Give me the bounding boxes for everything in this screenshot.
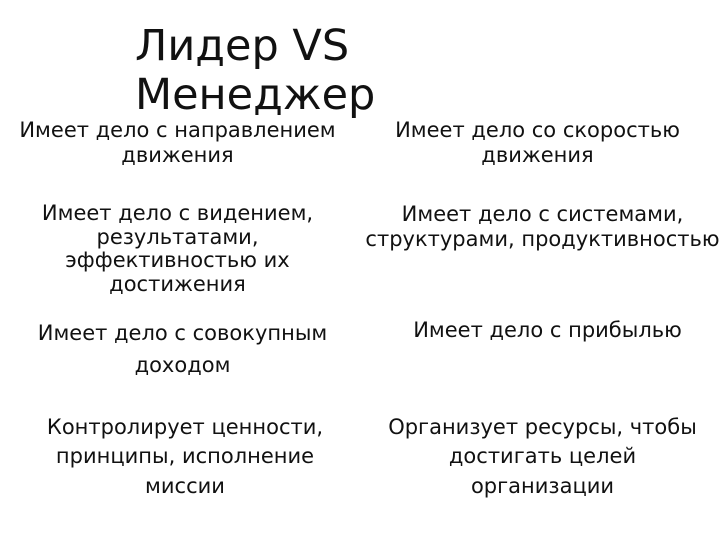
- manager-trait-1: Имеет дело со скоростью движения: [395, 118, 680, 168]
- leader-trait-4: Контролирует ценности, принципы, исполнение миссии: [46, 415, 324, 498]
- manager-trait-4: Организует ресурсы, чтобы достигать целей организации: [388, 415, 697, 498]
- leader-trait-3: Имеет дело с совокупным доходом: [37, 321, 328, 377]
- slide-title: Лидер VS Менеджер: [135, 21, 376, 121]
- manager-trait-2: Имеет дело с системами, структурами, продуктивностью: [365, 202, 720, 252]
- leader-trait-2: Имеет дело с видением, результатами, эффективностью их достижения: [41, 201, 314, 297]
- leader-trait-1: Имеет дело с направлением движения: [19, 118, 336, 168]
- manager-trait-3: Имеет дело с прибылью: [413, 318, 682, 342]
